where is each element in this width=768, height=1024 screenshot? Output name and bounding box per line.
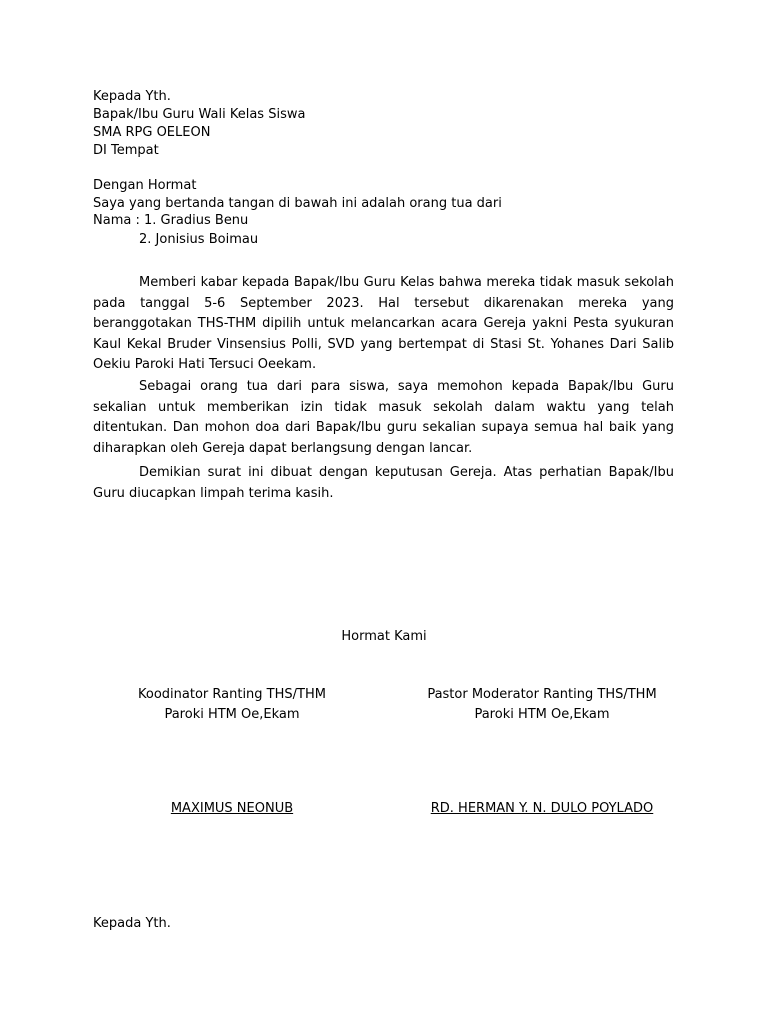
closing: Hormat Kami xyxy=(341,629,427,644)
left-signer-name: MAXIMUS NEONUB xyxy=(170,801,294,816)
left-signer-title: Koodinator Ranting THS/THM xyxy=(138,687,326,702)
name-line-2: 2. Jonisius Boimau xyxy=(139,232,259,247)
right-signer-name: RD. HERMAN Y. N. DULO POYLADO xyxy=(430,801,654,816)
recipient-line-4: DI Tempat xyxy=(93,143,159,158)
left-signer-place: Paroki HTM Oe,Ekam xyxy=(164,707,300,722)
right-signer-title: Pastor Moderator Ranting THS/THM xyxy=(427,687,657,702)
recipient-line-1: Kepada Yth. xyxy=(93,89,171,104)
name-line-1: Nama : 1. Gradius Benu xyxy=(93,213,249,228)
greeting: Dengan Hormat xyxy=(93,178,197,193)
recipient-line-3: SMA RPG OELEON xyxy=(93,125,211,140)
body-paragraph-1: Memberi kabar kepada Bapak/Ibu Guru Kelas bahwa mereka tidak masuk sekolah pada tanggal 5-6 September 2023. Hal tersebut dikarenakan mereka yang beranggotakan THS-THM dipilih untuk melancarkan acara Gereja yakni Pesta syukuran Kaul Kekal Bruder Vinsensius Polli, SVD yang bertempat di Stasi St. Yohanes Dari Salib Oekiu Paroki Hati Tersuci Oeekam. xyxy=(93,275,674,372)
recipient-line-2: Bapak/Ibu Guru Wali Kelas Siswa xyxy=(93,107,306,122)
body-paragraph-3: Demikian surat ini dibuat dengan keputusan Gereja. Atas perhatian Bapak/Ibu Guru diucapkan limpah terima kasih. xyxy=(93,465,674,501)
next-page-recipient: Kepada Yth. xyxy=(93,916,171,931)
right-signer-place: Paroki HTM Oe,Ekam xyxy=(474,707,610,722)
intro-sentence: Saya yang bertanda tangan di bawah ini adalah orang tua dari xyxy=(93,196,502,211)
body-paragraph-2: Sebagai orang tua dari para siswa, saya memohon kepada Bapak/Ibu Guru sekalian untuk memberikan izin tidak masuk sekolah dalam waktu yang telah ditentukan. Dan mohon doa dari Bapak/Ibu guru sekalian supaya semua hal baik yang diharapkan oleh Gereja dapat berlangsung dengan lancar. xyxy=(93,379,674,456)
